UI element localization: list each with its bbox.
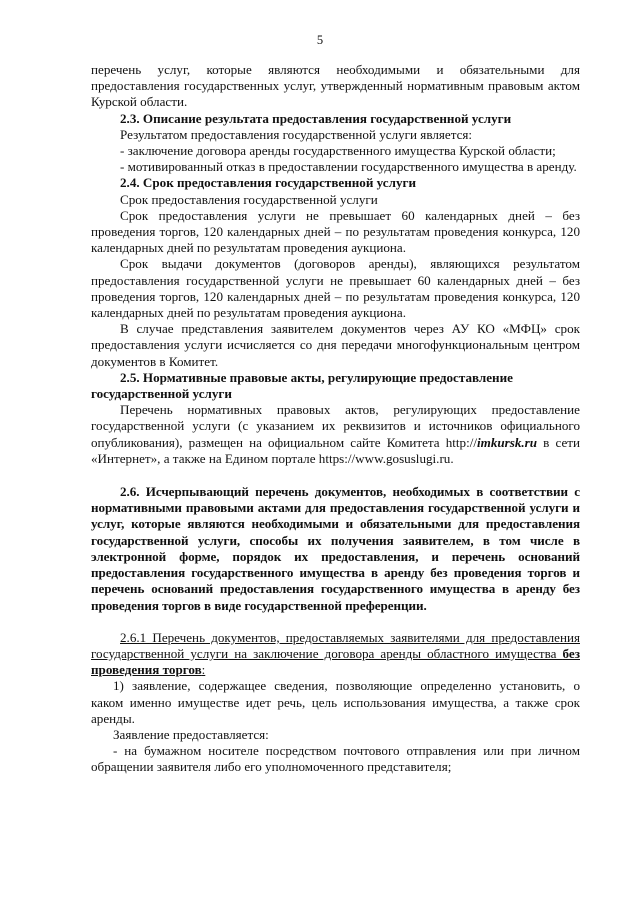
paragraph-term-title: Срок предоставления государственной услуги (120, 191, 378, 207)
heading-2-6-1 (91, 630, 580, 679)
heading-2-5: 2.5. Нормативные правовые акты, регулирующие предоставление государственной услуги (91, 369, 513, 402)
heading-2-6-1-colon: : (201, 662, 206, 678)
paragraph-application-paper: - на бумажном носителе посредством почтового отправления или при личном обращении заявителя либо его уполномоченного представителя; (91, 743, 580, 775)
paragraph-result-intro: Результатом предоставления государственной услуги является: (120, 126, 473, 142)
paragraph-result-lease: - заключение договора аренды государственного имущества Курской области; (120, 143, 556, 159)
paragraph-legal-acts (91, 402, 580, 467)
paragraph-application-submitted: Заявление предоставляется: (113, 726, 269, 742)
heading-2-6: 2.6. Исчерпывающий перечень документов, необходимых в соответствии с нормативными правовыми актами для предоставления государственной услуги и услуг, которые являются необходимыми и обязательными для предоставления государственной услуги, способы их получения заявителем, в том числе в электронной форме, порядок их предоставления, и перечень оснований предоставления государственного имущества в аренду без проведения торгов и перечень оснований предоставления государственного имущества в аренду без проведения торгов в виде государственной преференции. (91, 484, 580, 613)
page-number: 5 (316, 33, 324, 47)
committee-site-link[interactable]: imkursk.ru (477, 434, 538, 450)
legal-acts-text-end: в сети «Интернет», а также на Едином портале https://www.gosuslugi.ru. (91, 434, 580, 466)
paragraph-term-documents: Срок выдачи документов (договоров аренды), являющихся результатом предоставления государственной услуги не превышает 60 календарных дней – без проведения торгов, 120 календарных дней – по результатам проведения конкурса, 120 календарных дней по результатам проведения аукциона. (91, 256, 580, 321)
paragraph-intro: перечень услуг, которые являются необходимыми и обязательными для предоставления государственных услуг, утвержденный нормативным правовым актом Курской области. (91, 62, 580, 110)
heading-2-6-1-bold: без проведения торгов (91, 645, 580, 678)
paragraph-application-content: 1) заявление, содержащее сведения, позволяющие определенно установить, о каком именно имуществе идет речь, цель использования имущества, а также срок аренды. (91, 678, 580, 726)
paragraph-term-mfc: В случае представления заявителем документов через АУ КО «МФЦ» срок предоставления услуги исчисляется со дня передачи многофункциональным центром документов в Комитет. (91, 321, 580, 369)
paragraph-result-refusal: - мотивированный отказ в предоставлении государственного имущества в аренду. (120, 159, 577, 175)
legal-acts-text: Перечень нормативных правовых актов, регулирующих предоставление государственной услуги (с указанием их реквизитов и источников официального опубликования), размещен на официальном сайте Комитета http:// (91, 402, 580, 450)
heading-2-3: 2.3. Описание результата предоставления государственной услуги (120, 110, 512, 126)
heading-2-4: 2.4. Срок предоставления государственной услуги (120, 175, 417, 191)
heading-2-6-1-text: 2.6.1 Перечень документов, предоставляемых заявителями для предоставления государственной услуги на заключение договора аренды областного имущества (91, 629, 580, 661)
paragraph-term-service: Срок предоставления услуги не превышает 60 календарных дней – без проведения торгов, 120 календарных дней – по результатам проведения конкурса, 120 календарных дней по результатам проведения аукциона. (91, 207, 580, 256)
document-body (91, 62, 580, 776)
